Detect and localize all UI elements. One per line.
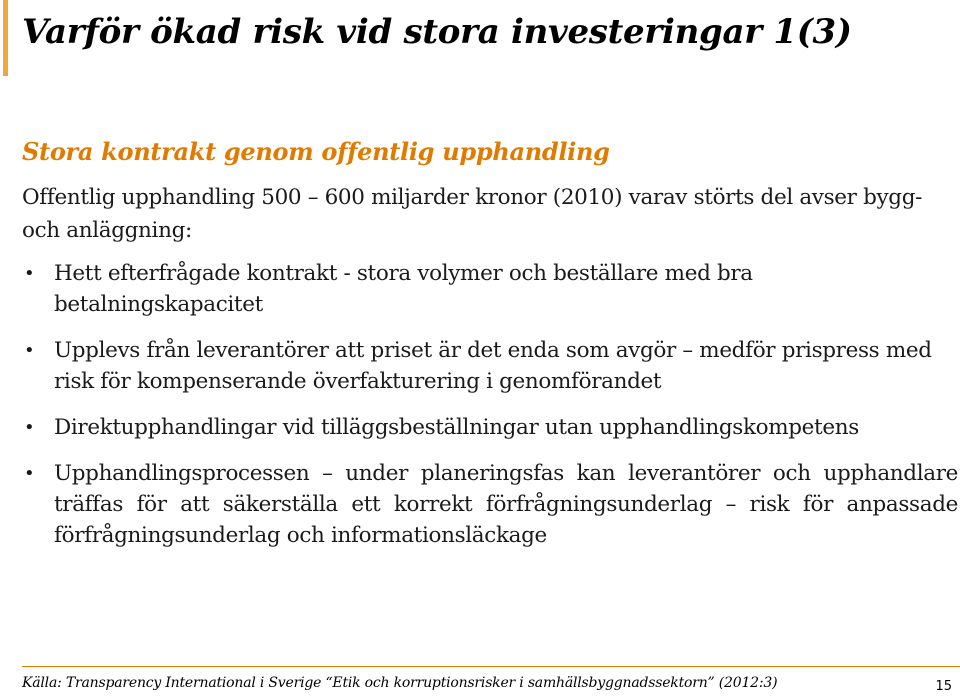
bullet-icon: • (24, 263, 35, 284)
bullet-item (22, 412, 958, 443)
source-citation: Källa: Transparency International i Sverige “Etik och korruptionsrisker i samhällsbyggnadssektorn” (2012:3) (22, 675, 778, 691)
bullet-text: Direktupphandlingar vid tilläggsbeställningar utan upphandlingskompetens (54, 415, 859, 440)
page-number: 15 (935, 679, 952, 694)
bullet-icon: • (24, 340, 35, 361)
slide-subtitle: Stora kontrakt genom offentlig upphandling (22, 137, 610, 166)
bullet-text: Upplevs från leverantörer att priset är det enda som avgör – medför prispress med risk för kompenserande överfakturering i genomförandet (54, 338, 932, 394)
bullet-text: Hett efterfrågade kontrakt - stora volymer och beställare med bra betalningskapacitet (54, 261, 753, 317)
bullet-icon: • (24, 417, 35, 438)
bullet-item (22, 335, 958, 397)
intro-paragraph: Offentlig upphandling 500 – 600 miljarder kronor (2010) varav störts del avser bygg- och anläggning: (22, 185, 923, 243)
bullet-item (22, 458, 958, 551)
bullet-icon: • (24, 463, 35, 484)
footer-divider (22, 666, 960, 667)
bullet-text: Upphandlingsprocessen – under planeringsfas kan leverantörer och upphandlare träffas för att säkerställa ett korrekt förfrågningsunderlag – risk för anpassade förfrågningsunderlag och informationsläckage (54, 461, 958, 548)
bullet-item (22, 258, 958, 320)
bullet-list (22, 258, 958, 566)
accent-bar (3, 0, 8, 76)
slide-title: Varför ökad risk vid stora investeringar 1(3) (22, 12, 852, 52)
